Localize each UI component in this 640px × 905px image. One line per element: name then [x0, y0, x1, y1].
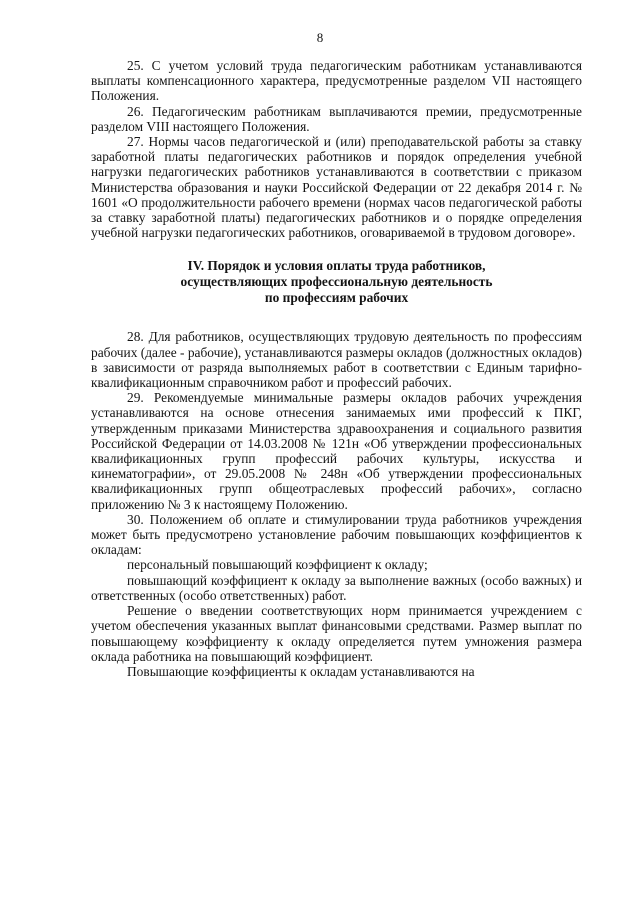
section-title-line-2: осуществляющих профессиональную деятельность	[180, 274, 493, 290]
page-number: 8	[316, 30, 324, 45]
list-item-personal-coefficient: персональный повышающий коэффициент к окладу;	[127, 557, 428, 573]
paragraph-26: 26. Педагогическим работникам выплачиваются премии, предусмотренные разделом VIII настоящего Положения.	[91, 103, 582, 134]
section-title-line-3: по профессиям рабочих	[264, 290, 409, 306]
paragraph-27: 27. Нормы часов педагогической и (или) преподавательской работы за ставку заработной платы педагогических работников и порядок определения учебной нагрузки педагогических работников устанавливаются в соответствии с приказом Министерства образования и науки Российской Федерации от 22 декабря 2014 г. № 1601 «О продолжительности рабочего времени (нормах часов педагогической работы за ставку заработной платы) педагогических работников и о порядке определения учебной нагрузки педагогических работников, оговариваемой в трудовом договоре».	[91, 134, 582, 241]
paragraph-coefficients: Повышающие коэффициенты к окладам устанавливаются на	[127, 663, 475, 679]
document-body	[91, 58, 582, 679]
list-item-important-work-coefficient: повышающий коэффициент к окладу за выполнение важных (особо важных) и ответственных (особо ответственных) работ.	[91, 572, 582, 603]
paragraph-25: 25. С учетом условий труда педагогическим работникам устанавливаются выплаты компенсационного характера, предусмотренные разделом VII настоящего Положения.	[91, 58, 582, 104]
paragraph-decision: Решение о введении соответствующих норм принимается учреждением с учетом обеспечения указанных выплат финансовыми средствами. Размер выплат по повышающему коэффициенту к окладу определяется путем умножения размера оклада работника на повышающий коэффициент.	[91, 603, 582, 664]
section-title-line-1: IV. Порядок и условия оплаты труда работников,	[187, 258, 486, 274]
section-title	[91, 258, 582, 306]
paragraph-28: 28. Для работников, осуществляющих трудовую деятельность по профессиям рабочих (далее - рабочие), устанавливаются размеры окладов (должностных окладов) в зависимости от разряда выполняемых работ в соответствии с Единым тарифно-квалификационным справочником работ и профессий рабочих.	[91, 329, 582, 391]
paragraph-30: 30. Положением об оплате и стимулировании труда работников учреждения может быть предусмотрено установление рабочим повышающих коэффициентов к окладам:	[91, 511, 582, 558]
paragraph-29: 29. Рекомендуемые минимальные размеры окладов рабочих учреждения устанавливаются на основе отнесения занимаемых ими профессий к ПКГ, утвержденным приказами Министерства здравоохранения и социального развития Российской Федерации от 14.03.2008 № 121н «Об утверждении профессиональных квалификационных групп профессий рабочих культуры, искусства и кинематографии», от 29.05.2008 № 248н «Об утверждении профессиональных квалификационных групп общеотраслевых профессий рабочих», согласно приложению № 3 к настоящему Положению.	[91, 390, 582, 512]
